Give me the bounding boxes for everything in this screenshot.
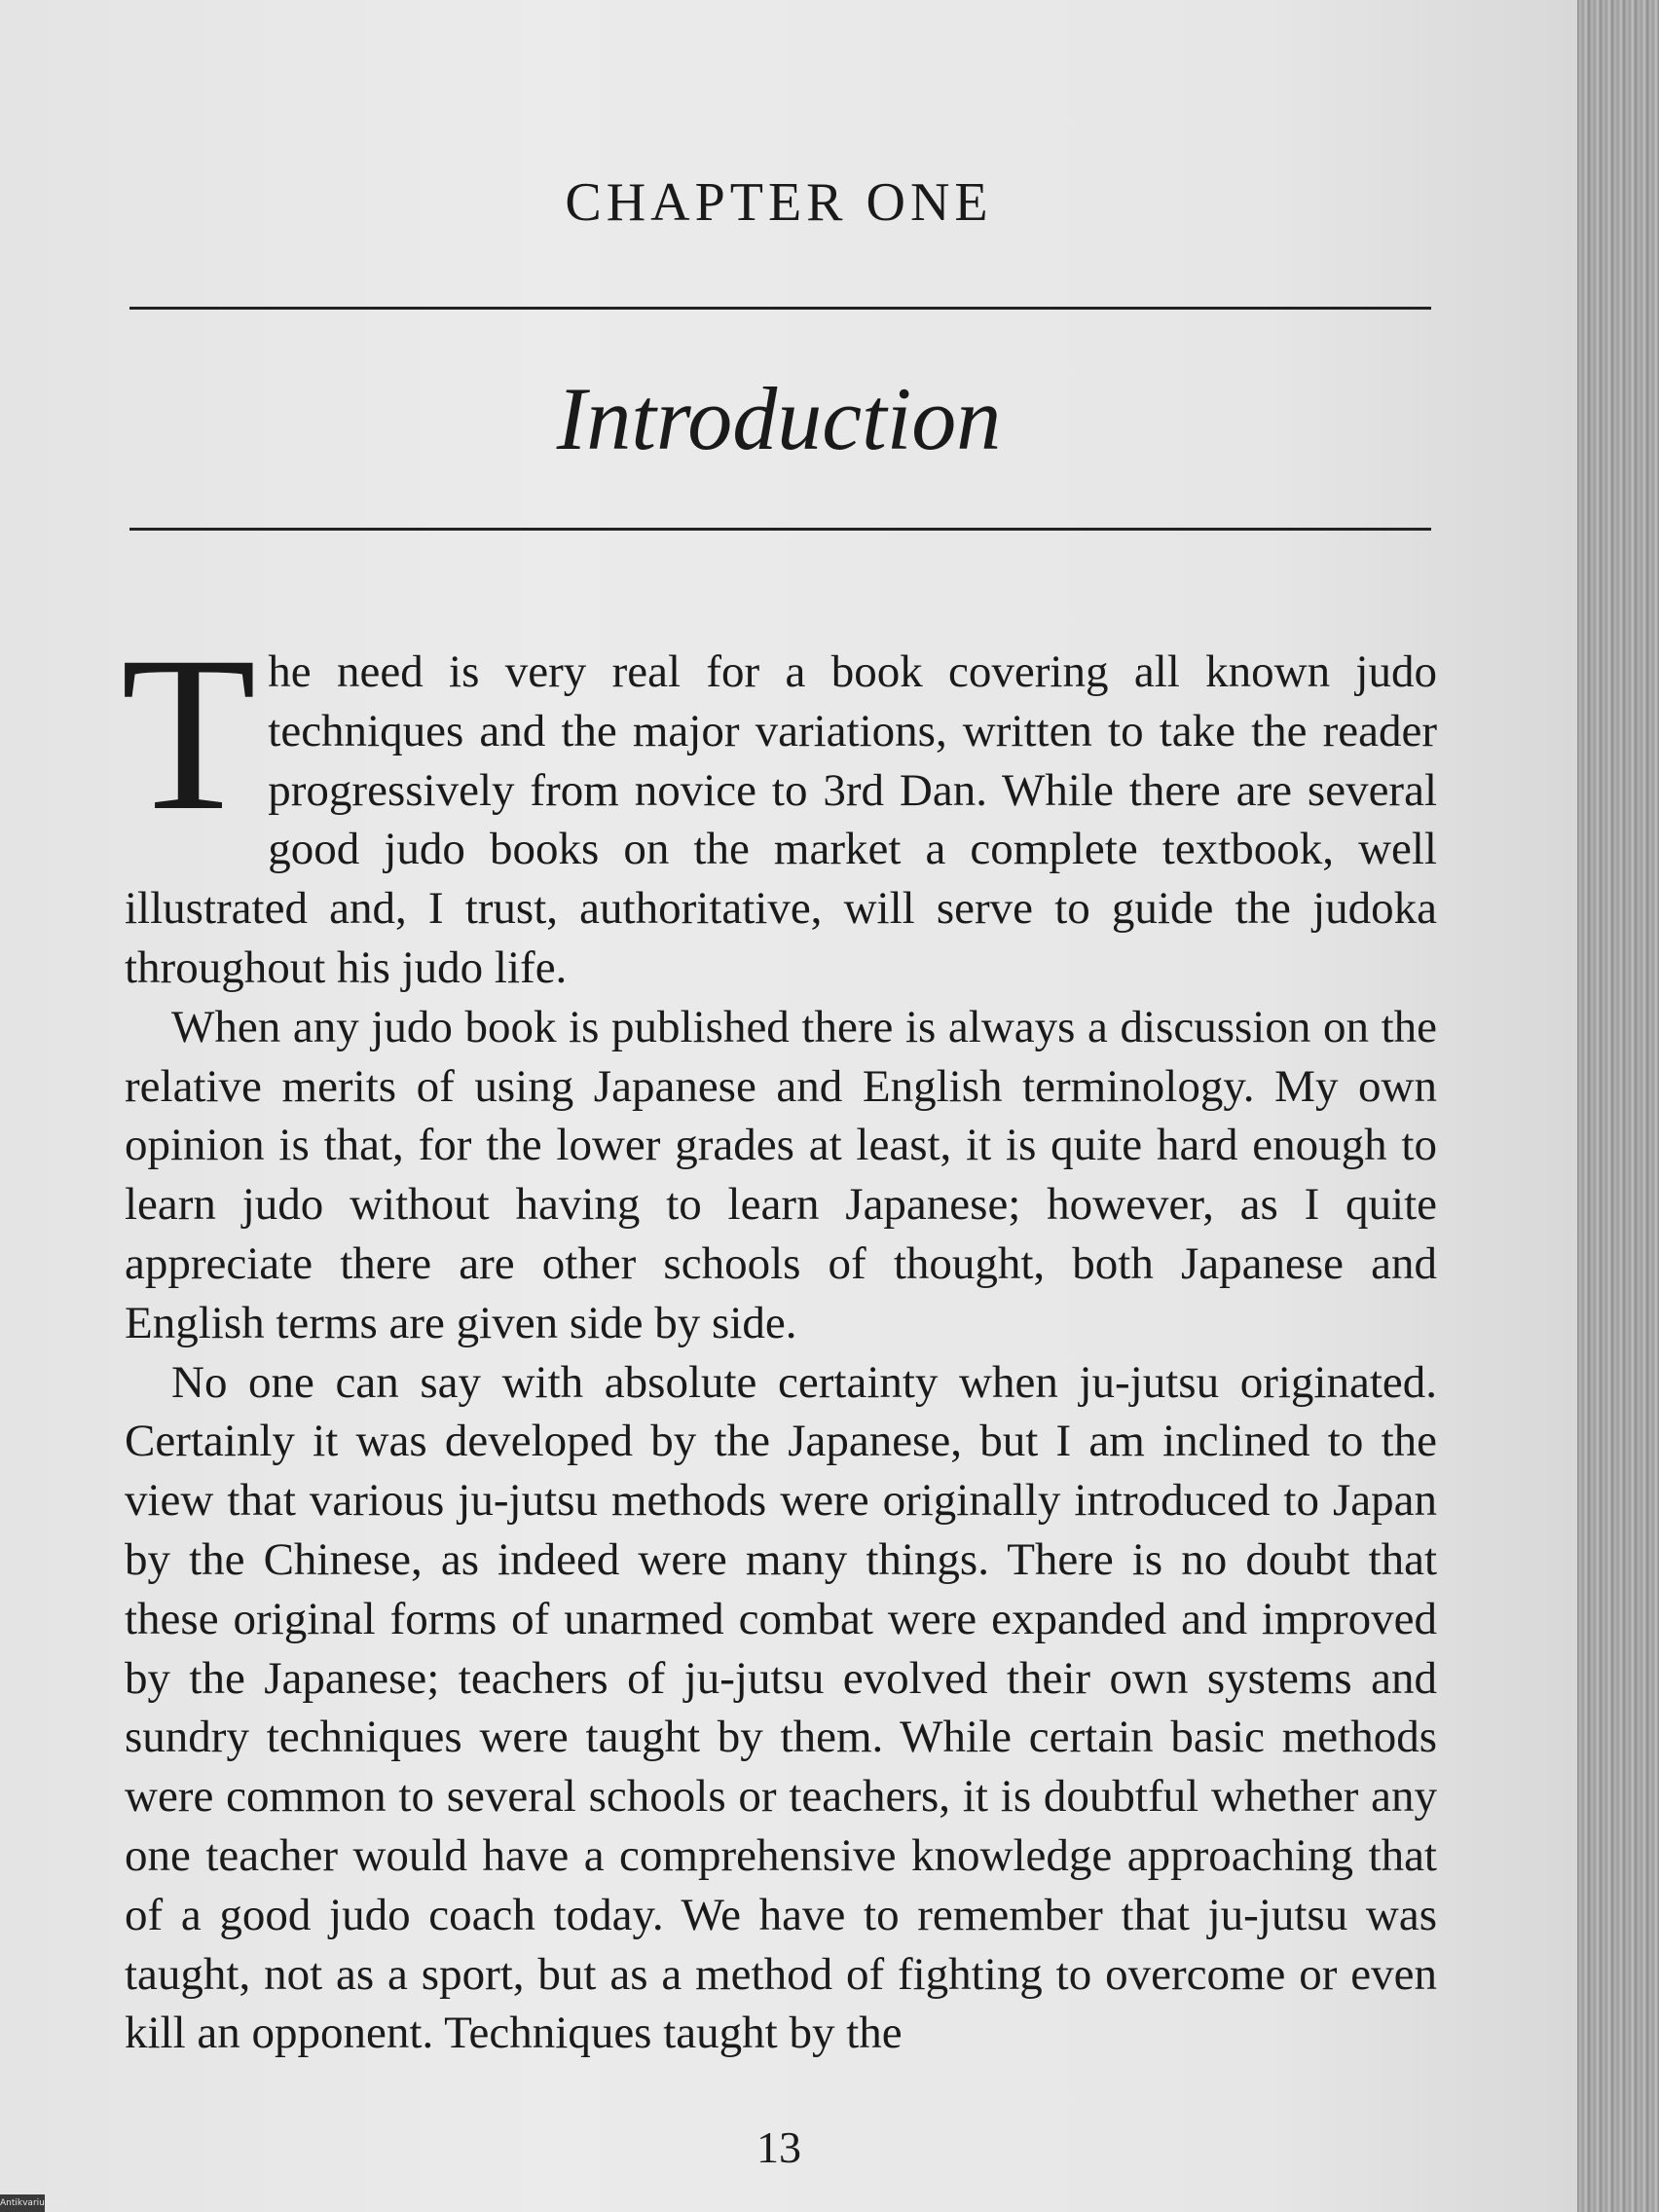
paragraph-1 <box>121 611 1437 998</box>
paragraph-1-text: he need is very real for a book covering all known judo techniques and the major variations, written to take the reader progressively from novice to 3rd Dan. While there are several good judo books on the market a complete textbook, well illustrated and, I trust, authoritative, will serve to guide the judoka throughout his judo life. <box>125 646 1437 993</box>
page-edge-stack <box>1577 0 1659 2212</box>
watermark-logo: Antikvarium.hu <box>0 2194 45 2212</box>
page-number: 13 <box>756 2122 801 2172</box>
chapter-label: CHAPTER ONE <box>565 172 993 233</box>
paragraph-2: When any judo book is published there is always a discussion on the relative merits of using Japanese and English terminology. My own opinion is that, for the lower grades at least, it is quite hard enough to learn judo without having to learn Japanese; however, as I quite appreciate there are other schools of thought, both Japanese and English terms are given side by side. <box>125 1001 1437 1348</box>
title-rule-top <box>129 307 1431 310</box>
chapter-title: Introduction <box>556 369 1002 468</box>
drop-cap: T <box>121 611 257 857</box>
body-text <box>121 611 1437 2063</box>
paragraph-3: No one can say with absolute certainty when ju-jutsu originated. Certainly it was developed by the Japanese, but I am inclined to the view that various ju-jutsu methods were originally introduced to Japan by the Chinese, as indeed were many things. There is no doubt that these original forms of unarmed combat were expanded and improved by the Japanese; teachers of ju-jutsu evolved their own systems and sundry techniques were taught by them. While certain basic methods were common to several schools or teachers, it is doubtful whether any one teacher would have a comprehensive knowledge approaching that of a good judo coach today. We have to remember that ju-jutsu was taught, not as a sport, but as a method of fighting to overcome or even kill an opponent. Techniques taught by the <box>125 1356 1437 2059</box>
title-rule-bottom <box>129 528 1431 531</box>
